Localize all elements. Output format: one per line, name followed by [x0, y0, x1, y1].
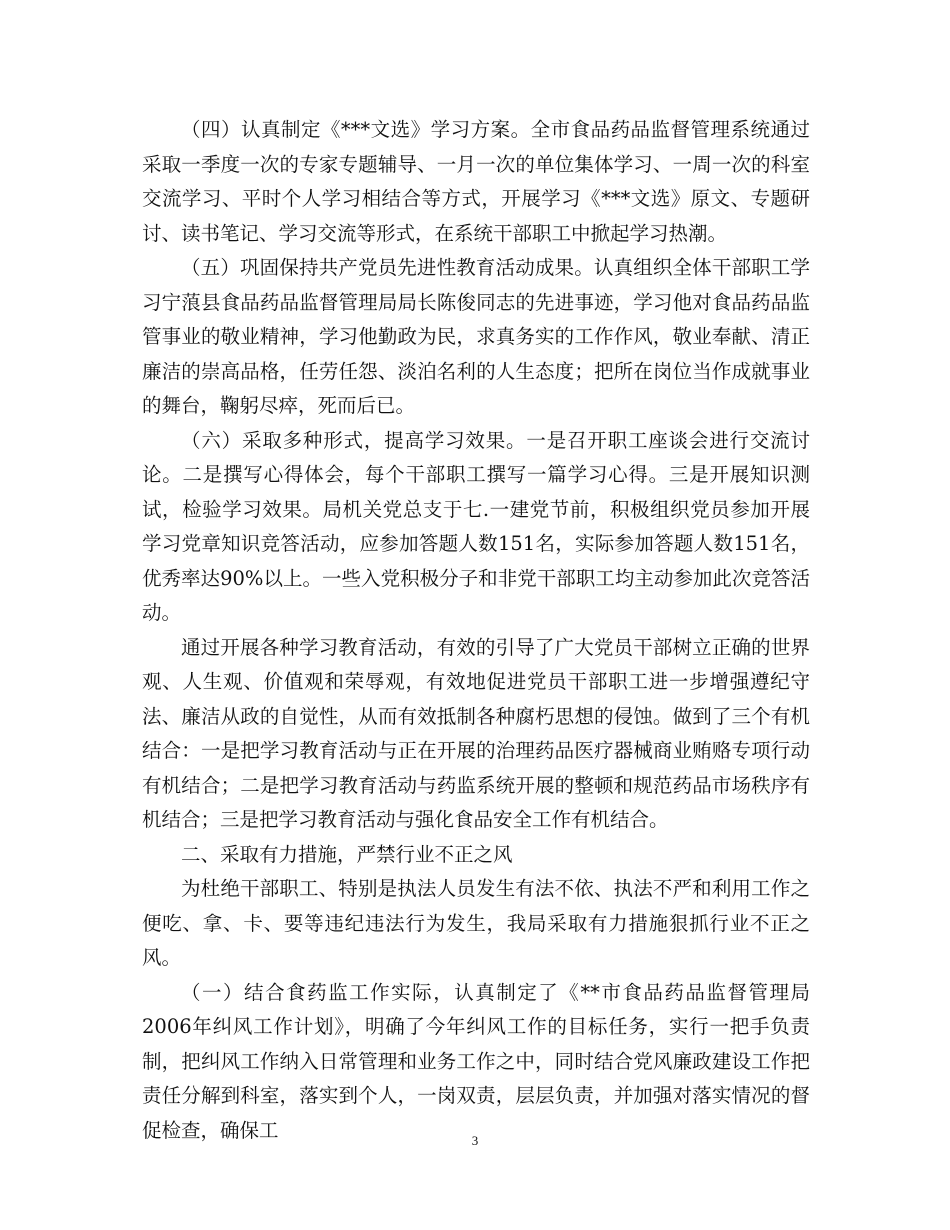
- paragraph-education-effect: 通过开展各种学习教育活动，有效的引导了广大党员干部树立正确的世界观、人生观、价值观和荣辱观，有效地促进党员干部职工进一步增强遵纪守法、廉洁从政的自觉性，从而有效抵制各种腐朽思想的侵蚀。做到了三个有机结合：一是把学习教育活动与正在开展的治理药品医疗器械商业贿赂专项行动有机结合；二是把学习教育活动与药监系统开展的整顿和规范药品市场秩序有机结合；三是把学习教育活动与强化食品安全工作有机结合。: [142, 635, 810, 831]
- paragraph-study-plan: （四）认真制定《***文选》学习方案。全市食品药品监督管理系统通过采取一季度一次的专家专题辅导、一月一次的单位集体学习、一周一次的科室交流学习、平时个人学习相结合等方式，开展学习《***文选》原文、专题研讨、读书笔记、学习交流等形式，在系统干部职工中掀起学习热潮。: [142, 118, 810, 245]
- paragraph-measures-intro: 为杜绝干部职工、特别是执法人员发生有法不依、执法不严和利用工作之便吃、拿、卡、要等违纪违法行为发生，我局采取有力措施狠抓行业不正之风。: [142, 877, 810, 969]
- document-body: [142, 113, 810, 1148]
- paragraph-work-plan: （一）结合食药监工作实际，认真制定了《**市食品药品监督管理局2006年纠风工作计划》，明确了今年纠风工作的目标任务，实行一把手负责制，把纠风工作纳入日常管理和业务工作之中，同时结合党风廉政建设工作把责任分解到科室，落实到个人，一岗双责，层层负责，并加强对落实情况的督促检查，确保工: [142, 980, 810, 1142]
- paragraph-education-results: （五）巩固保持共产党员先进性教育活动成果。认真组织全体干部职工学习宁蒗县食品药品监督管理局局长陈俊同志的先进事迹，学习他对食品药品监管事业的敬业精神，学习他勤政为民，求真务实的工作作风，敬业奉献、清正廉洁的崇高品格，任劳任怨、淡泊名利的人生态度；把所在岗位当作成就事业的舞台，鞠躬尽瘁，死而后已。: [142, 256, 810, 417]
- section-heading: 二、采取有力措施，严禁行业不正之风: [181, 842, 513, 866]
- paragraph-study-forms: （六）采取多种形式，提高学习效果。一是召开职工座谈会进行交流讨论。二是撰写心得体会，每个干部职工撰写一篇学习心得。三是开展知识测试，检验学习效果。局机关党总支于七.一建党节前，积极组织党员参加开展学习党章知识竞答活动，应参加答题人数151名，实际参加答题人数151名，优秀率达90%以上。一些入党积极分子和非党干部职工均主动参加此次竞答活动。: [142, 428, 810, 624]
- page-number: 3: [471, 1133, 479, 1148]
